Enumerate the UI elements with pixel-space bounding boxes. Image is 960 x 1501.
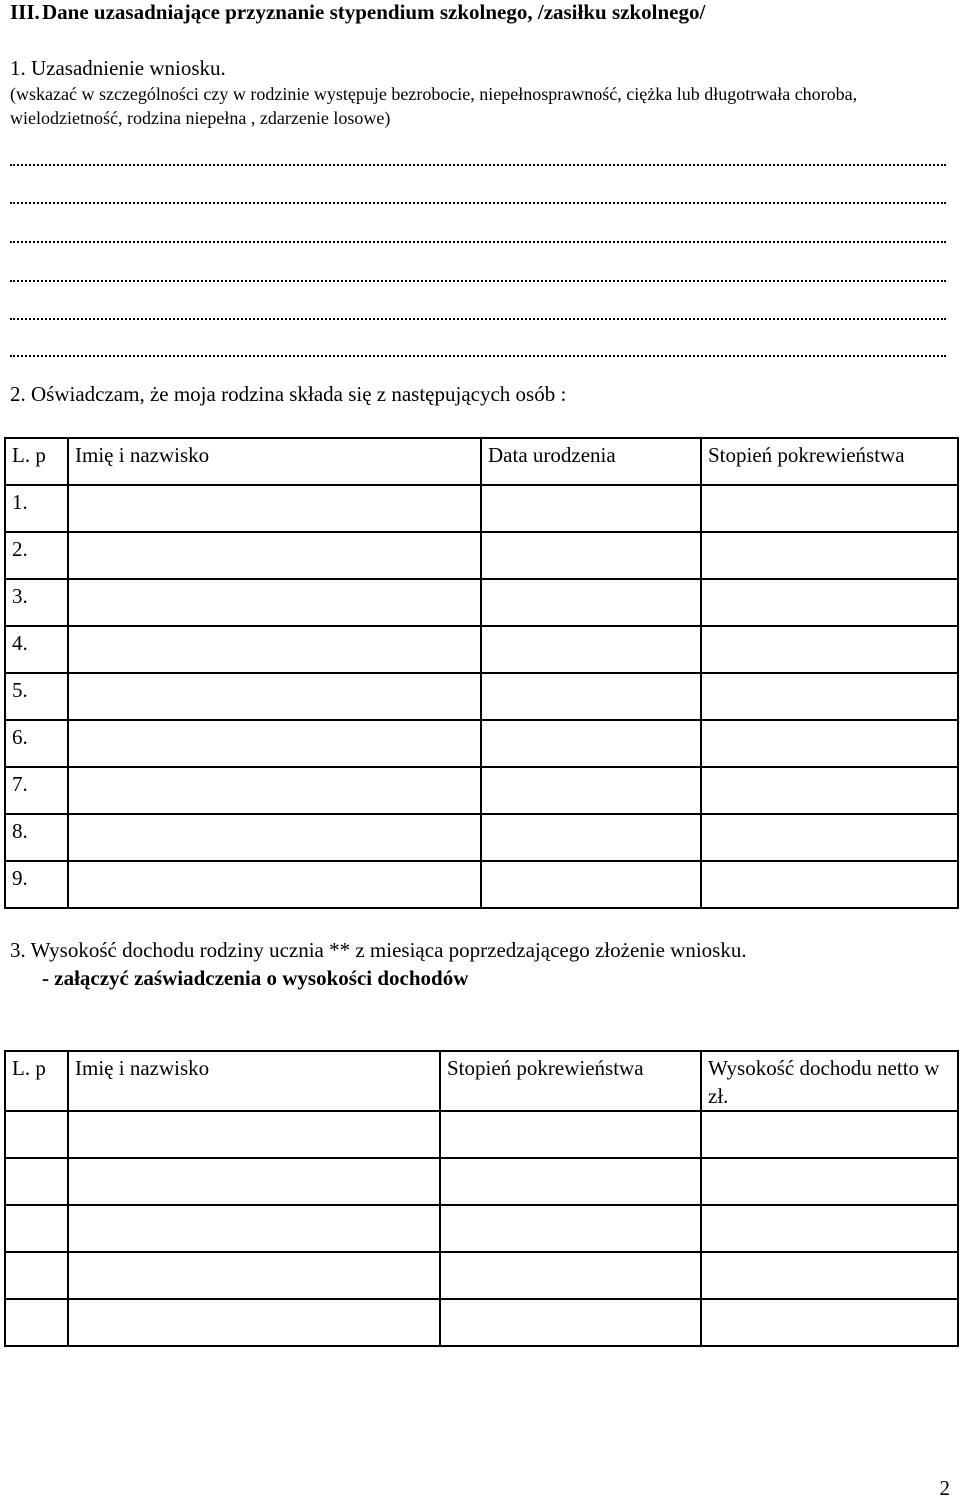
relationship-cell[interactable] [701,720,958,767]
birth-date-cell[interactable] [481,767,701,814]
relationship-cell[interactable] [701,532,958,579]
relationship-cell[interactable] [440,1111,701,1158]
birth-date-cell[interactable] [481,814,701,861]
income-attachment-note: - załączyć zaświadczenia o wysokości dochodów [42,966,469,990]
dotted-answer-line[interactable] [10,355,946,357]
name-cell[interactable] [68,626,481,673]
table-header-row [5,438,958,485]
column-header-lp: L. p [5,438,68,485]
income-cell[interactable] [701,1111,958,1158]
row-number: 9. [5,861,68,908]
dotted-answer-line[interactable] [10,164,946,166]
section-title: Dane uzasadniające przyznanie stypendium szkolnego, /zasiłku szkolnego/ [42,0,706,24]
table-header-row [5,1051,958,1111]
table-row [5,814,958,861]
birth-date-cell[interactable] [481,861,701,908]
row-number: 4. [5,626,68,673]
name-cell[interactable] [68,767,481,814]
lp-cell[interactable] [5,1252,68,1299]
table-row [5,1158,958,1205]
section-number: III. [10,0,40,24]
column-header-name: Imię i nazwisko [68,1051,440,1111]
row-number: 1. [5,485,68,532]
table-row [5,485,958,532]
name-cell[interactable] [68,532,481,579]
column-header-birth-date: Data urodzenia [481,438,701,485]
relationship-cell[interactable] [701,861,958,908]
income-cell[interactable] [701,1205,958,1252]
income-table [4,1050,959,1347]
table-row [5,626,958,673]
relationship-cell[interactable] [701,767,958,814]
column-header-lp: L. p [5,1051,68,1111]
row-number: 8. [5,814,68,861]
birth-date-cell[interactable] [481,532,701,579]
name-cell[interactable] [68,1252,440,1299]
name-cell[interactable] [68,1299,440,1346]
row-number: 2. [5,532,68,579]
relationship-cell[interactable] [440,1299,701,1346]
birth-date-cell[interactable] [481,485,701,532]
table-row [5,579,958,626]
name-cell[interactable] [68,814,481,861]
income-cell[interactable] [701,1299,958,1346]
section-heading [0,0,705,25]
table-row [5,1299,958,1346]
lp-cell[interactable] [5,1205,68,1252]
name-cell[interactable] [68,720,481,767]
birth-date-cell[interactable] [481,579,701,626]
table-row [5,861,958,908]
name-cell[interactable] [68,673,481,720]
relationship-cell[interactable] [701,626,958,673]
row-number: 7. [5,767,68,814]
name-cell[interactable] [68,579,481,626]
income-title: 3. Wysokość dochodu rodziny ucznia ** z miesiąca poprzedzającego złożenie wniosku. [10,938,747,962]
row-number: 6. [5,720,68,767]
lp-cell[interactable] [5,1111,68,1158]
page-number: 2 [939,1476,950,1500]
table-row [5,532,958,579]
table-row [5,1205,958,1252]
row-number: 3. [5,579,68,626]
name-cell[interactable] [68,485,481,532]
lp-cell[interactable] [5,1299,68,1346]
dotted-answer-line[interactable] [10,318,946,320]
birth-date-cell[interactable] [481,626,701,673]
relationship-cell[interactable] [701,673,958,720]
relationship-cell[interactable] [701,814,958,861]
relationship-cell[interactable] [440,1252,701,1299]
name-cell[interactable] [68,861,481,908]
table-row [5,673,958,720]
justification-hint: (wskazać w szczególności czy w rodzinie występuje bezrobocie, niepełnosprawność, ciężka lub długotrwała choroba, wielodzietność, rodzina niepełna , zdarzenie losowe) [10,84,858,128]
dotted-answer-line[interactable] [10,241,946,243]
table-row [5,1111,958,1158]
column-header-relationship: Stopień pokrewieństwa [701,438,958,485]
dotted-answer-line[interactable] [10,280,946,282]
income-cell[interactable] [701,1252,958,1299]
relationship-cell[interactable] [440,1205,701,1252]
table-row [5,1252,958,1299]
column-header-net-income: Wysokość dochodu netto w zł. [701,1051,958,1111]
relationship-cell[interactable] [440,1158,701,1205]
name-cell[interactable] [68,1205,440,1252]
table-row [5,767,958,814]
relationship-cell[interactable] [701,485,958,532]
birth-date-cell[interactable] [481,673,701,720]
row-number: 5. [5,673,68,720]
income-cell[interactable] [701,1158,958,1205]
table-row [5,720,958,767]
column-header-relationship: Stopień pokrewieństwa [440,1051,701,1111]
name-cell[interactable] [68,1158,440,1205]
dotted-answer-line[interactable] [10,202,946,204]
column-header-name: Imię i nazwisko [68,438,481,485]
family-statement-title: 2. Oświadczam, że moja rodzina składa się z następujących osób : [10,382,567,406]
birth-date-cell[interactable] [481,720,701,767]
name-cell[interactable] [68,1111,440,1158]
justification-title: 1. Uzasadnienie wniosku. [10,56,226,80]
relationship-cell[interactable] [701,579,958,626]
lp-cell[interactable] [5,1158,68,1205]
family-members-table [4,437,959,909]
